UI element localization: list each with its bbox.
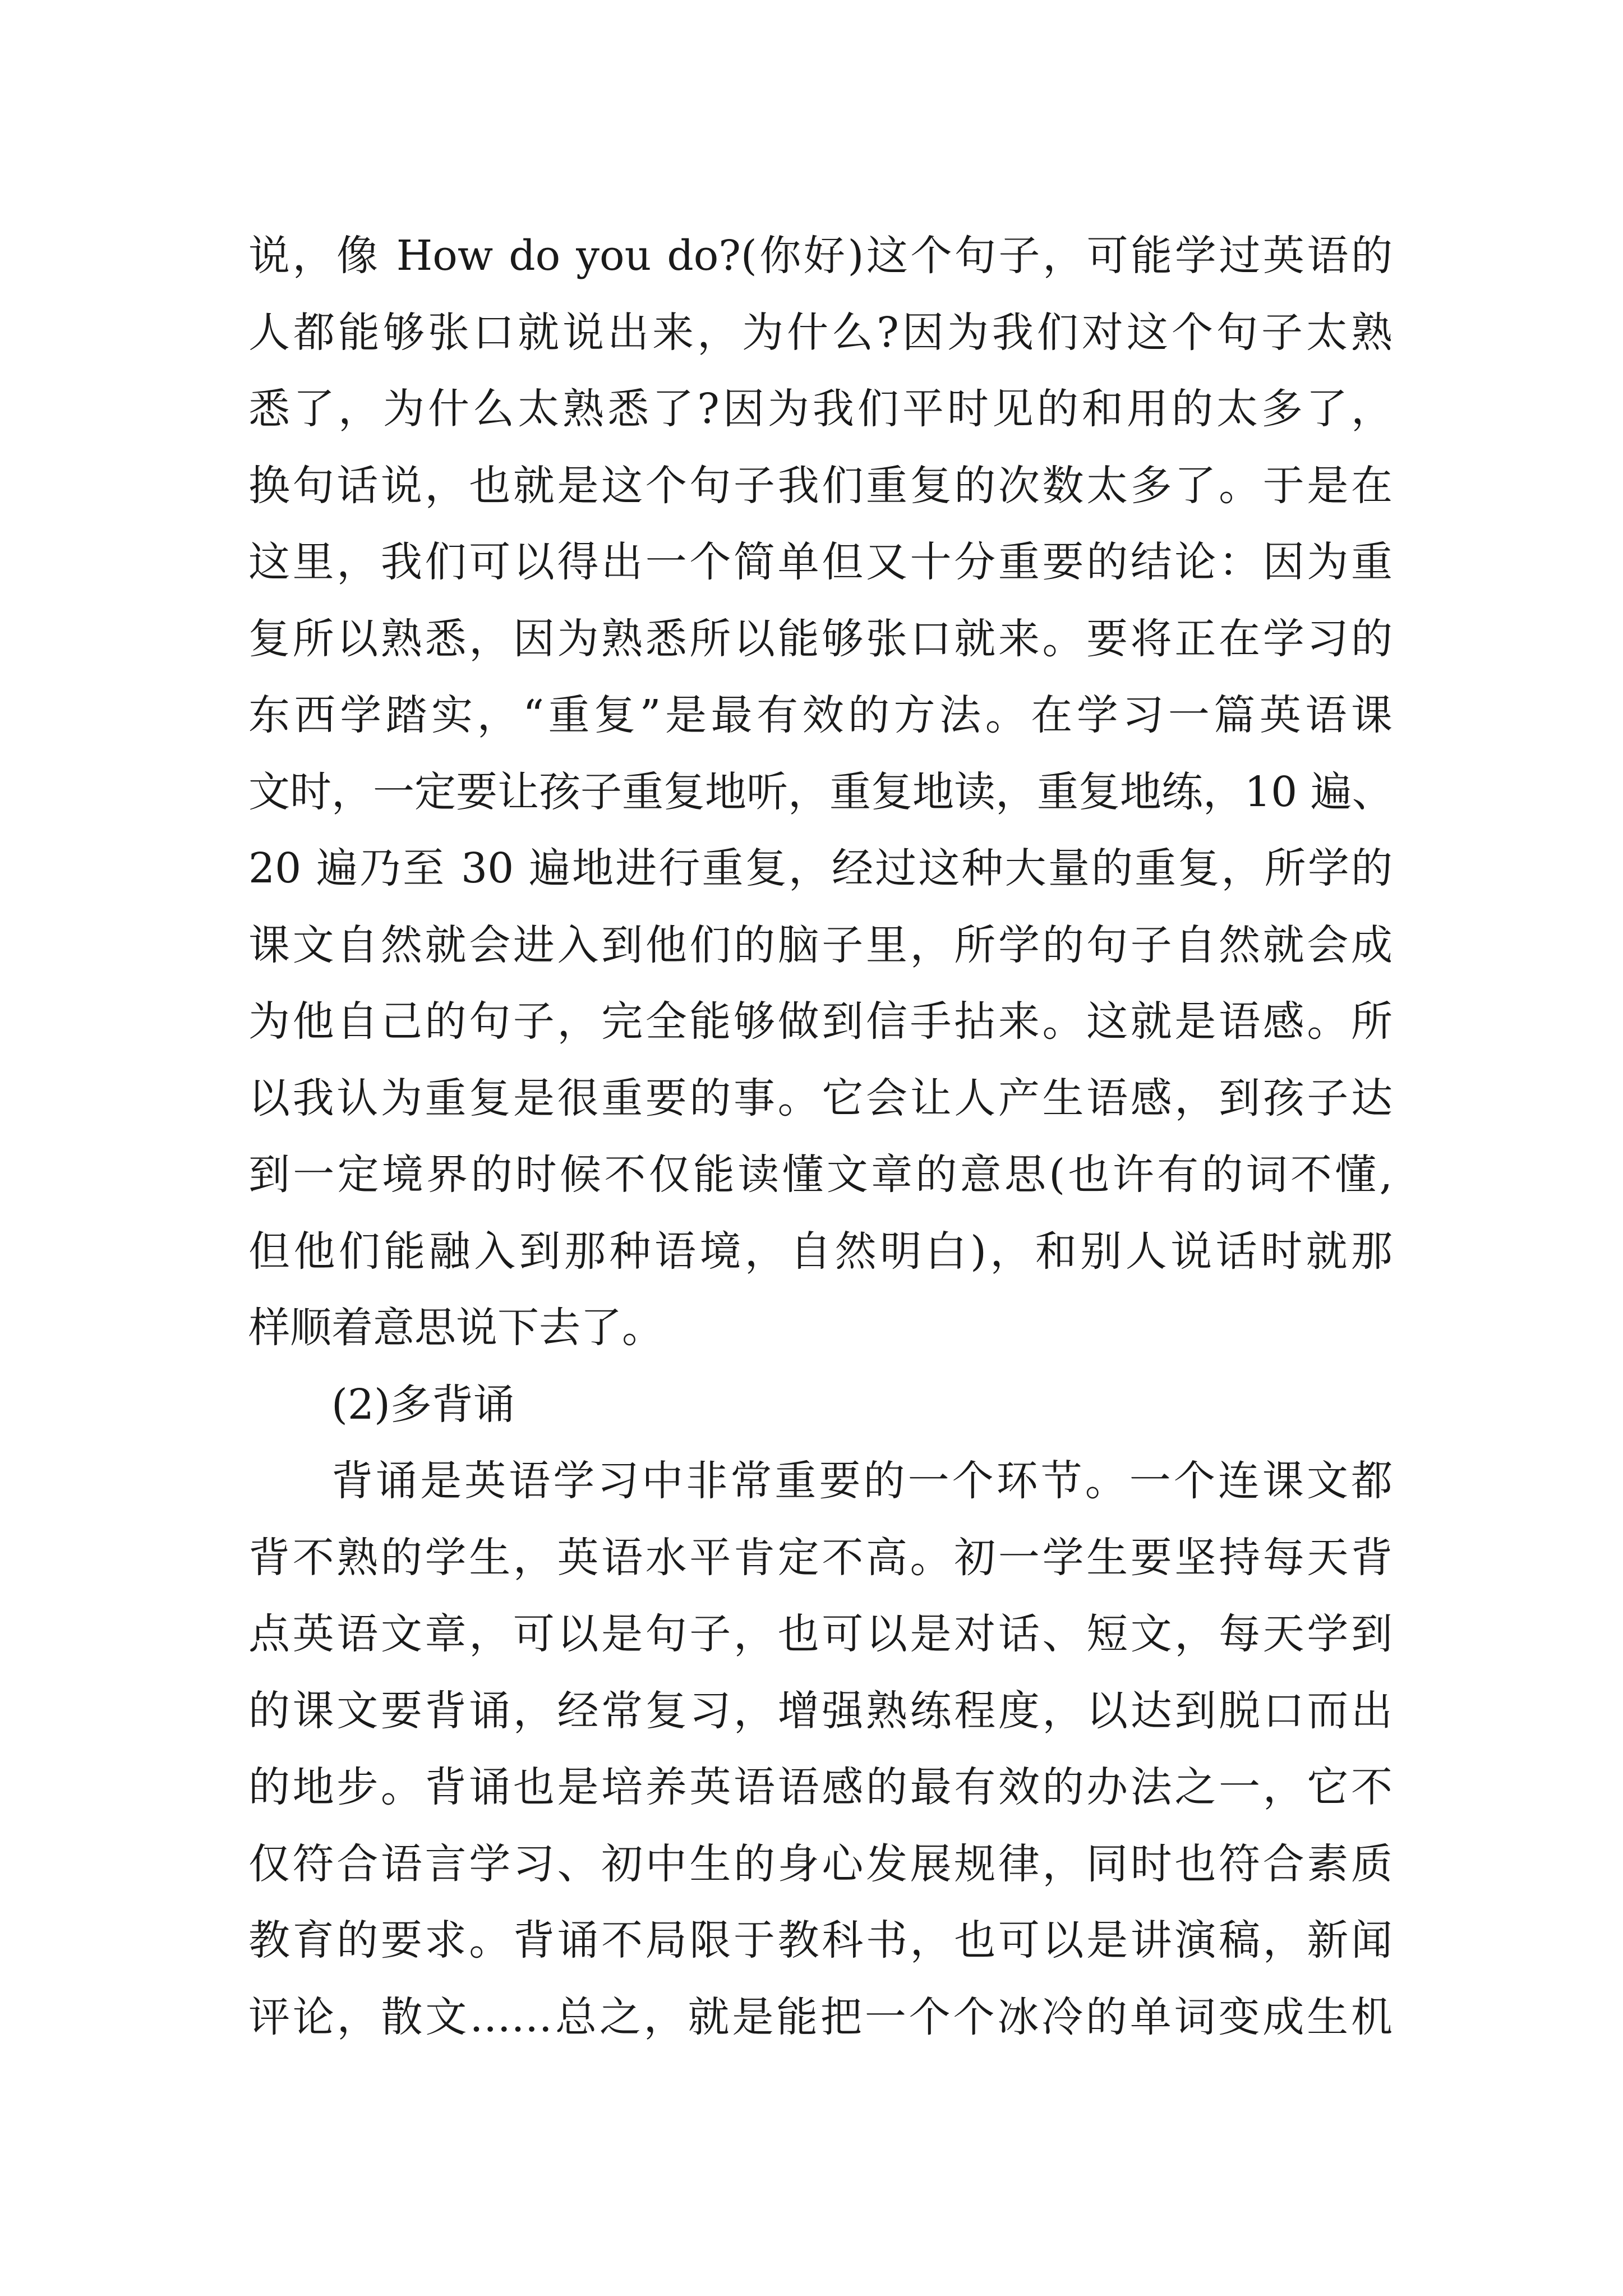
text-line: 教育的要求。背诵不局限于教科书，也可以是讲演稿，新闻 — [248, 1916, 1393, 1964]
text-line: 的课文要背诵，经常复习，增强熟练程度，以达到脱口而出 — [248, 1686, 1393, 1735]
text-line: 悉了，为什么太熟悉了?因为我们平时见的和用的太多了， — [248, 385, 1393, 433]
text-line: 背诵是英语学习中非常重要的一个环节。一个连课文都 — [331, 1457, 1393, 1505]
text-line: 样顺着意思说下去了。 — [248, 1304, 663, 1352]
section-heading-recite — [248, 1366, 1393, 1443]
text-line: 文时，一定要让孩子重复地听，重复地读，重复地练，10 遍、 — [248, 767, 1394, 816]
text-line: 说，像 How do you do?(你好)这个句子，可能学过英语的 — [248, 232, 1393, 280]
document-body — [248, 218, 1393, 2055]
section-heading: (2)多背诵 — [331, 1380, 515, 1429]
text-line: 仅符合语言学习、初中生的身心发展规律，同时也符合素质 — [248, 1839, 1393, 1888]
text-line: 但他们能融入到那种语境，自然明白)，和别人说话时就那 — [248, 1227, 1393, 1276]
text-line: 东西学踏实，“重复”是最有效的方法。在学习一篇英语课 — [248, 691, 1393, 739]
text-line: 人都能够张口就说出来，为什么?因为我们对这个句子太熟 — [248, 308, 1393, 357]
text-line: 这里，我们可以得出一个简单但又十分重要的结论：因为重 — [248, 538, 1393, 586]
text-line: 20 遍乃至 30 遍地进行重复，经过这种大量的重复，所学的 — [248, 844, 1393, 892]
paragraph-recite — [248, 1443, 1393, 2055]
text-line: 背不熟的学生，英语水平肯定不高。初一学生要坚持每天背 — [248, 1533, 1393, 1582]
text-line: 评论，散文……总之，就是能把一个个冰冷的单词变成生机 — [248, 1993, 1393, 2041]
text-line: 换句话说，也就是这个句子我们重复的次数太多了。于是在 — [248, 461, 1393, 510]
text-line: 以我认为重复是很重要的事。它会让人产生语感，到孩子达 — [248, 1074, 1393, 1122]
text-line: 课文自然就会进入到他们的脑子里，所学的句子自然就会成 — [248, 921, 1393, 969]
text-line: 复所以熟悉，因为熟悉所以能够张口就来。要将正在学习的 — [248, 614, 1393, 663]
text-line: 点英语文章，可以是句子，也可以是对话、短文，每天学到 — [248, 1610, 1393, 1658]
text-line: 的地步。背诵也是培养英语语感的最有效的办法之一，它不 — [248, 1763, 1393, 1811]
text-line: 为他自己的句子，完全能够做到信手拈来。这就是语感。所 — [248, 997, 1393, 1046]
text-line: 到一定境界的时候不仅能读懂文章的意思(也许有的词不懂, — [248, 1151, 1393, 1199]
paragraph-repetition — [248, 218, 1393, 1366]
